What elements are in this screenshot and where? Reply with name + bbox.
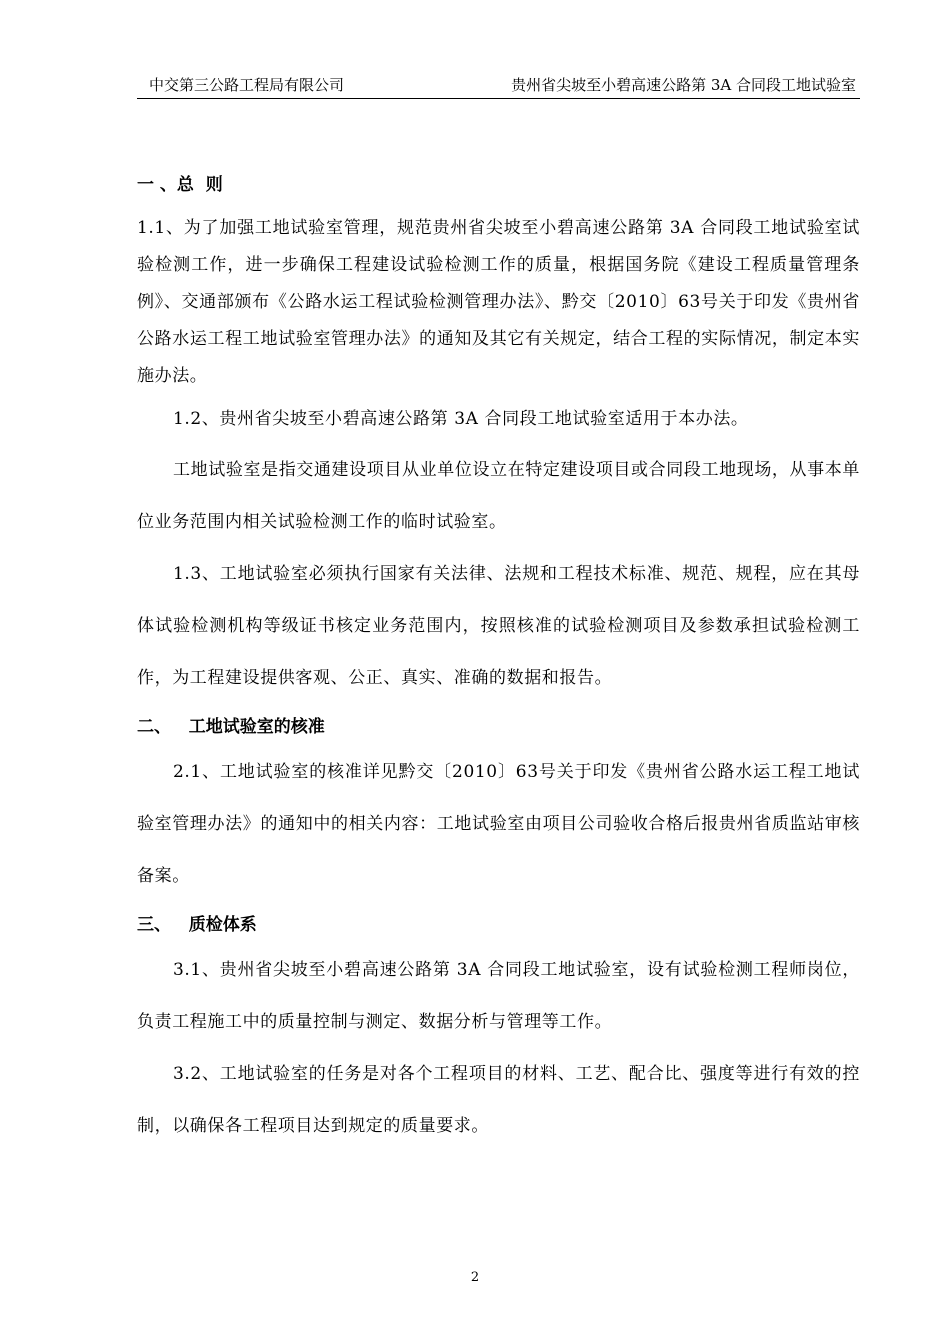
paragraph-1-2-definition: 工地试验室是指交通建设项目从业单位设立在特定建设项目或合同段工地现场，从事本单位业务范围内相关试验检测工作的临时试验室。 xyxy=(137,460,860,532)
section-1-heading: 一 、总 则 xyxy=(137,175,223,195)
paragraph-1-1: 1.1、为了加强工地试验室管理，规范贵州省尖坡至小碧高速公路第 3A 合同段工地试验室试验检测工作，进一步确保工程建设试验检测工作的质量，根据国务院《建设工程质量管理条例》、交通部颁布《公路水运工程试验检测管理办法》、黔交〔2010〕63号关于印发《贵州省公路水运工程工地试验室管理办法》的通知及其它有关规定，结合工程的实际情况，制定本实施办法。 xyxy=(137,218,860,386)
paragraph-1-2: 1.2、贵州省尖坡至小碧高速公路第 3A 合同段工地试验室适用于本办法。 xyxy=(173,409,749,429)
page-header xyxy=(137,72,860,99)
header-lab-title: 贵州省尖坡至小碧高速公路第 3A 合同段工地试验室 xyxy=(511,76,856,94)
document-body xyxy=(137,172,860,1152)
paragraph-2-1: 2.1、工地试验室的核准详见黔交〔2010〕63号关于印发《贵州省公路水运工程工地试验室管理办法》的通知中的相关内容：工地试验室由项目公司验收合格后报贵州省质监站审核备案。 xyxy=(137,762,860,886)
page-number: 2 xyxy=(470,1270,480,1285)
paragraph-3-1: 3.1、贵州省尖坡至小碧高速公路第 3A 合同段工地试验室，设有试验检测工程师岗位，负责工程施工中的质量控制与测定、数据分析与管理等工作。 xyxy=(137,960,860,1032)
section-3-heading: 三、 质检体系 xyxy=(137,915,257,935)
paragraph-1-3: 1.3、工地试验室必须执行国家有关法律、法规和工程技术标准、规范、规程，应在其母体试验检测机构等级证书核定业务范围内，按照核准的试验检测项目及参数承担试验检测工作，为工程建设提供客观、公正、真实、准确的数据和报告。 xyxy=(137,564,860,688)
header-company: 中交第三公路工程局有限公司 xyxy=(149,76,345,94)
paragraph-3-2: 3.2、工地试验室的任务是对各个工程项目的材料、工艺、配合比、强度等进行有效的控制，以确保各工程项目达到规定的质量要求。 xyxy=(137,1064,860,1136)
section-2-heading: 二、 工地试验室的核准 xyxy=(137,717,325,737)
